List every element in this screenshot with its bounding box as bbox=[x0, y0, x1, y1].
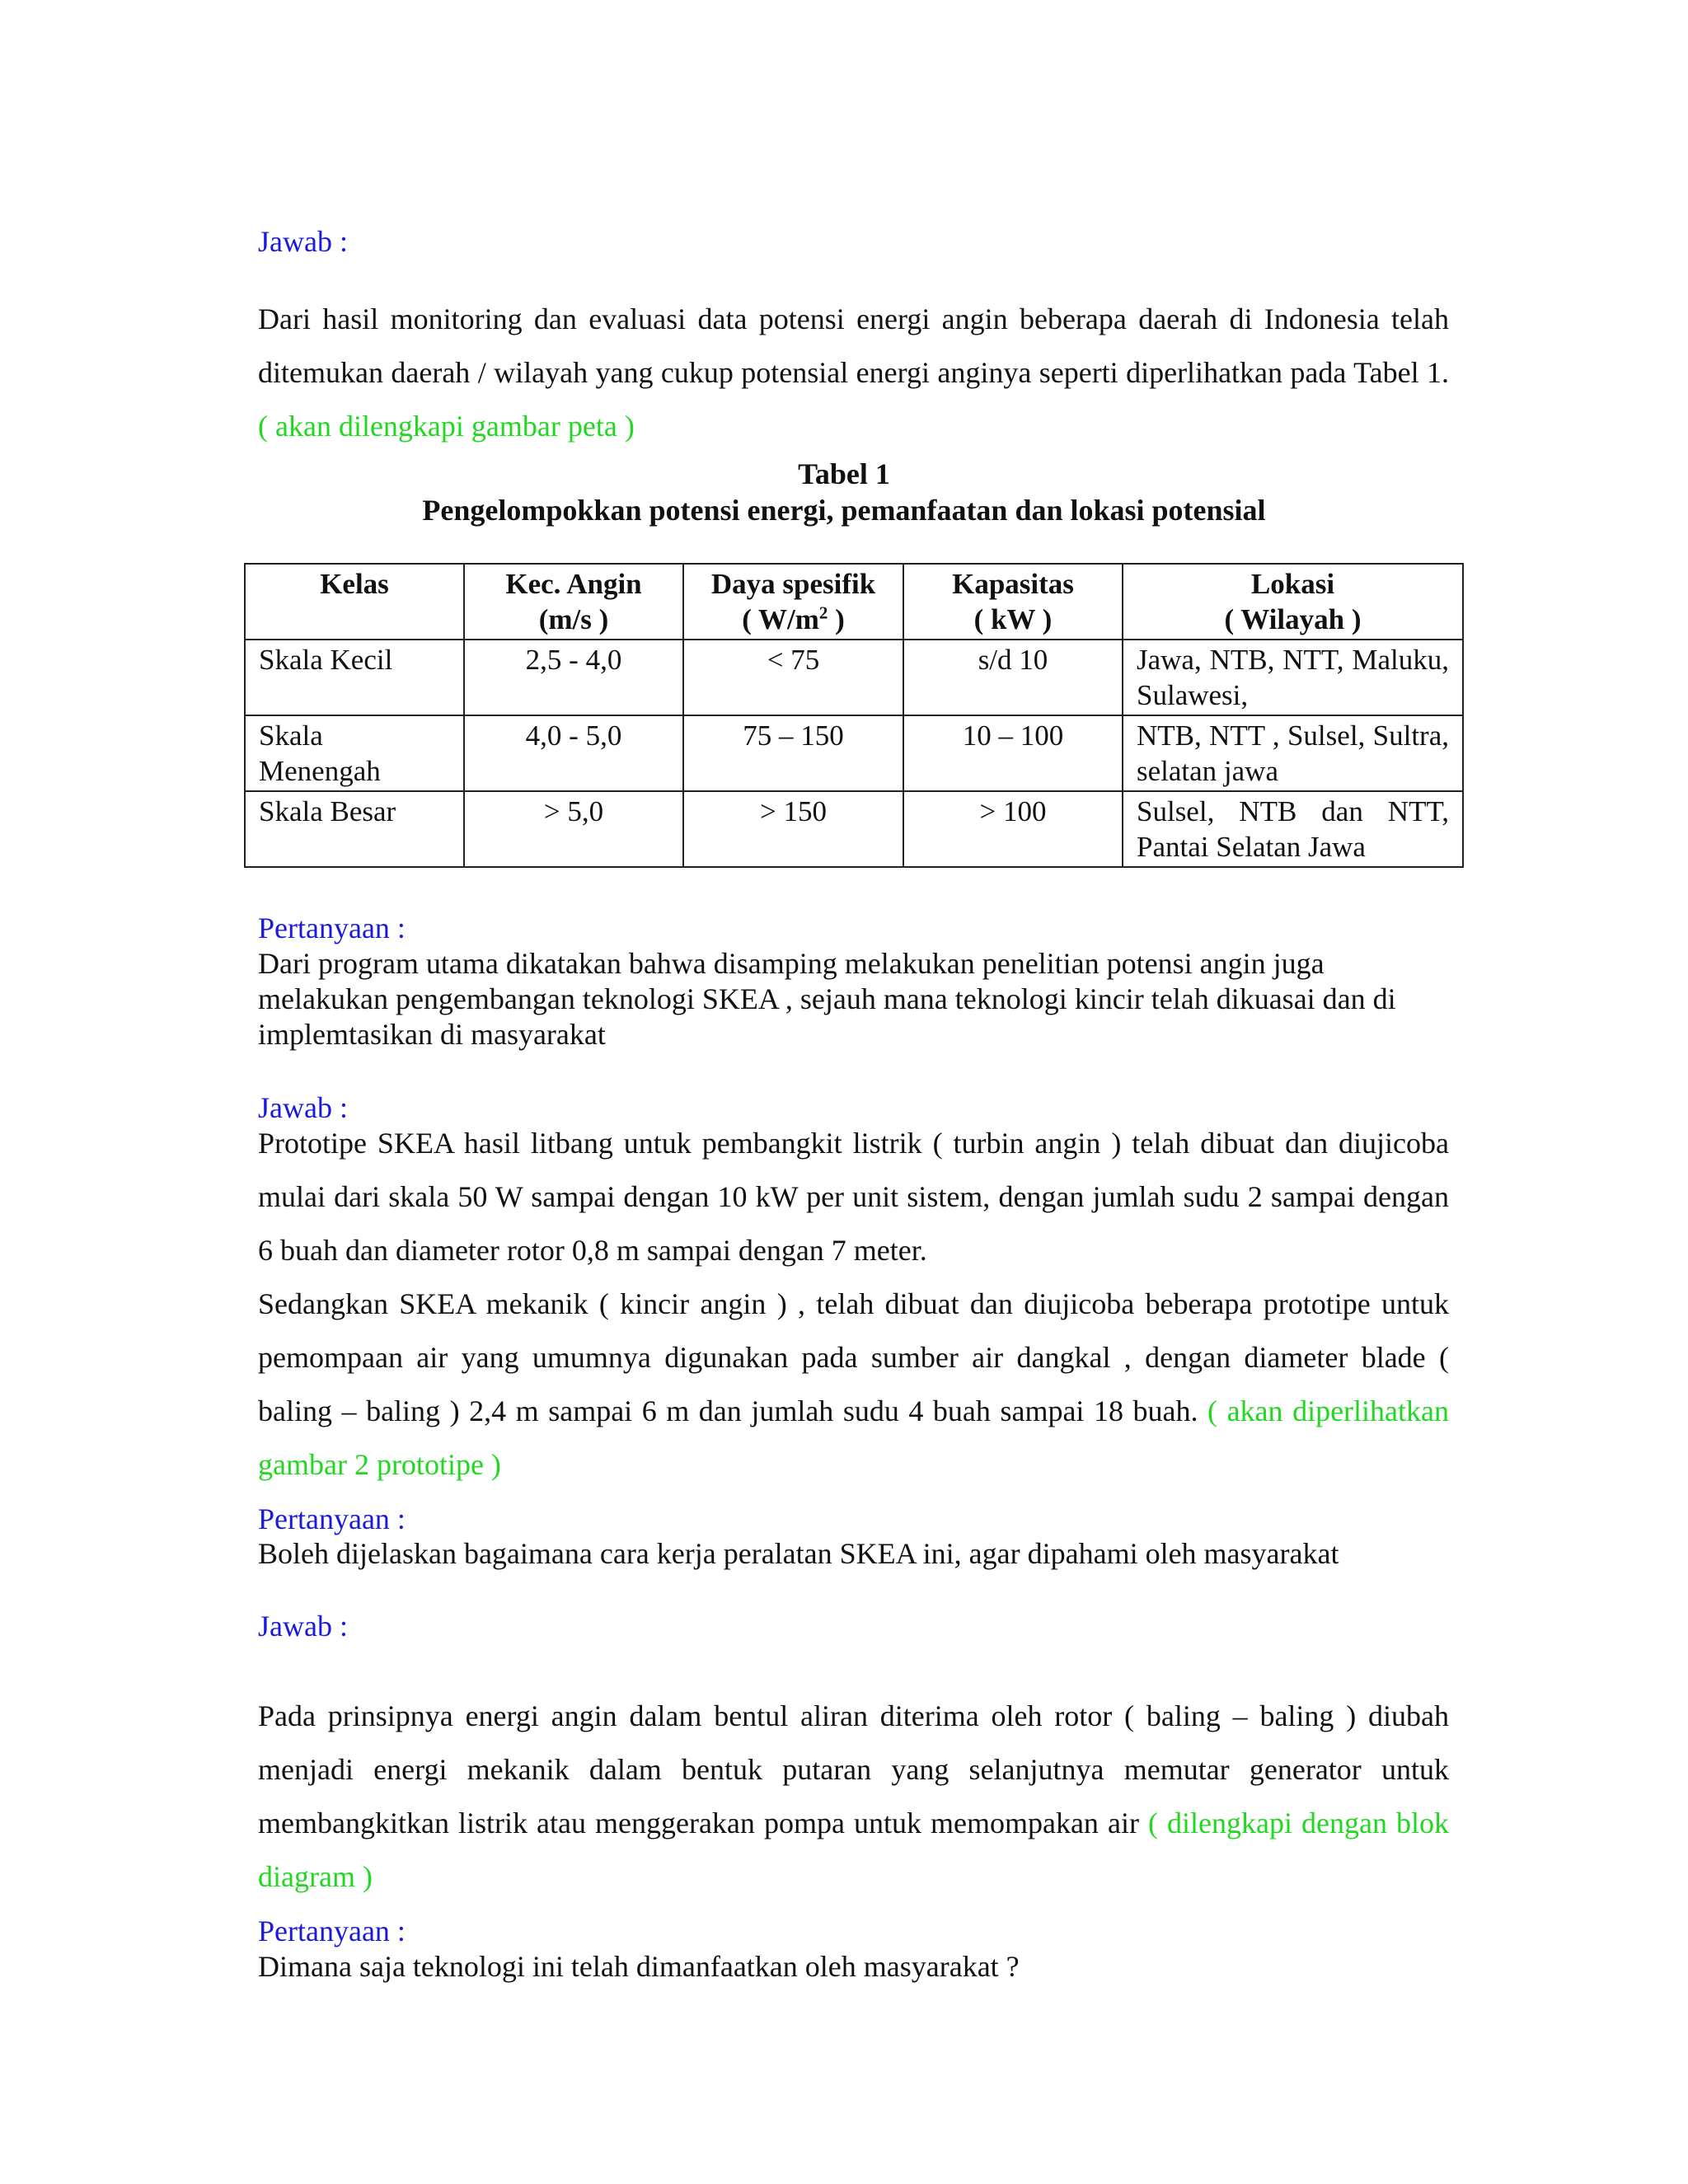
answer-label: Jawab : bbox=[258, 225, 348, 258]
cell-kelas: Skala Menengah bbox=[245, 715, 464, 791]
question-text: Dimana saja teknologi ini telah dimanfaatkan oleh masyarakat ? bbox=[258, 1950, 1020, 1983]
answer-label: Jawab : bbox=[258, 1091, 348, 1124]
header-lokasi: Lokasi ( Wilayah ) bbox=[1123, 564, 1463, 640]
cell-daya: > 150 bbox=[683, 791, 903, 867]
question-label: Pertanyaan : bbox=[258, 1502, 406, 1535]
diagram-note: ( dilengkapi dengan blok diagram ) bbox=[258, 1807, 1449, 1893]
cell-kelas: Skala Kecil bbox=[245, 640, 464, 715]
intro-paragraph bbox=[258, 293, 1449, 453]
cell-kapasitas: > 100 bbox=[903, 791, 1123, 867]
cell-kec-angin: 4,0 - 5,0 bbox=[464, 715, 683, 791]
cell-kec-angin: 2,5 - 4,0 bbox=[464, 640, 683, 715]
answer-paragraph: Prototipe SKEA hasil litbang untuk pembangkit listrik ( turbin angin ) telah dibuat dan diujicoba mulai dari skala 50 W sampai dengan 10 kW per unit sistem, dengan jumlah sudu 2 sampai dengan 6 buah dan diameter rotor 0,8 m sampai dengan 7 meter. bbox=[258, 1127, 1449, 1267]
table-row bbox=[245, 640, 1463, 715]
header-kelas: Kelas bbox=[245, 564, 464, 640]
prototype-note: ( akan diperlihatkan gambar 2 prototipe ) bbox=[258, 1394, 1450, 1481]
cell-daya: < 75 bbox=[683, 640, 903, 715]
intro-text: Dari hasil monitoring dan evaluasi data potensi energi angin beberapa daerah di Indonesia telah ditemukan daerah / wilayah yang cukup potensial energi anginya seperti diperlihatkan pada Tabel 1. bbox=[258, 302, 1449, 389]
cell-lokasi: Jawa, NTB, NTT, Maluku, Sulawesi, bbox=[1123, 640, 1463, 715]
map-note: ( akan dilengkapi gambar peta ) bbox=[258, 410, 635, 443]
answer-text: Sedangkan SKEA mekanik ( kincir angin ) , telah dibuat dan diujicoba beberapa prototipe untuk pemompaan air yang umumnya digunakan pada sumber air dangkal , dengan diameter blade ( baling – baling ) 2,4 m sampai 6 m dan jumlah sudu 4 buah sampai 18 buah. bbox=[258, 1287, 1449, 1427]
header-kapasitas: Kapasitas ( kW ) bbox=[903, 564, 1123, 640]
answer-paragraph bbox=[258, 1277, 1449, 1492]
question-label: Pertanyaan : bbox=[258, 912, 406, 944]
answer-paragraph bbox=[258, 1690, 1449, 1904]
cell-daya: 75 – 150 bbox=[683, 715, 903, 791]
table-row bbox=[245, 791, 1463, 867]
cell-lokasi: Sulsel, NTB dan NTT, Pantai Selatan Jawa bbox=[1123, 791, 1463, 867]
cell-kapasitas: 10 – 100 bbox=[903, 715, 1123, 791]
answer-label: Jawab : bbox=[258, 1610, 348, 1643]
cell-kelas: Skala Besar bbox=[245, 791, 464, 867]
table-caption: Tabel 1 bbox=[798, 457, 890, 490]
header-kec-angin: Kec. Angin (m/s ) bbox=[464, 564, 683, 640]
table-subcaption: Pengelompokkan potensi energi, pemanfaatan dan lokasi potensial bbox=[422, 494, 1266, 527]
question-text: Boleh dijelaskan bagaimana cara kerja peralatan SKEA ini, agar dipahami oleh masyarakat bbox=[258, 1537, 1339, 1570]
header-daya-spesifik: Daya spesifik ( $W/m^2$ ) bbox=[683, 564, 903, 640]
cell-kec-angin: > 5,0 bbox=[464, 791, 683, 867]
question-label: Pertanyaan : bbox=[258, 1915, 406, 1947]
table-row bbox=[245, 715, 1463, 791]
cell-kapasitas: s/d 10 bbox=[903, 640, 1123, 715]
potential-table bbox=[244, 563, 1464, 868]
question-text: Dari program utama dikatakan bahwa disamping melakukan penelitian potensi angin juga melakukan pengembangan teknologi SKEA , sejauh mana teknologi kincir telah dikuasai dan di implemtasikan di masyarakat bbox=[258, 947, 1396, 1051]
answer-text: Pada prinsipnya energi angin dalam bentul aliran diterima oleh rotor ( baling – baling ) diubah menjadi energi mekanik dalam bentuk putaran yang selanjutnya memutar generator untuk membangkitkan listrik atau menggerakan pompa untuk memompakan air bbox=[258, 1699, 1449, 1840]
cell-lokasi: NTB, NTT , Sulsel, Sultra, selatan jawa bbox=[1123, 715, 1463, 791]
table-header-row bbox=[245, 564, 1463, 640]
